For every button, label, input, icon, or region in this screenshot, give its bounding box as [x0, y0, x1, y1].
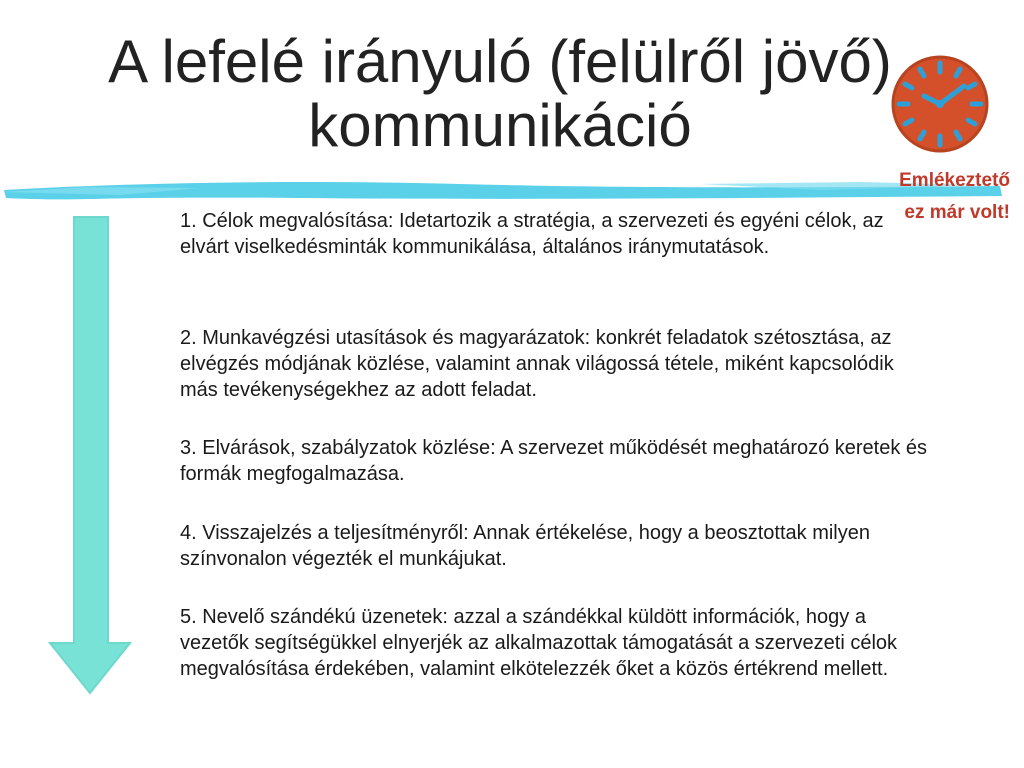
list-item: 5. Nevelő szándékú üzenetek: azzal a szándékkal küldött információk, hogy a vezetők segítségükkel elnyerjék az alkalmazottak támogatását a szervezeti célok megvalósítása érdekében, valamint elkötelezzék őket a közös értékrend mellett. — [180, 606, 898, 680]
reminder-line-1: Emlékeztető — [899, 170, 1010, 191]
list-item: 4. Visszajelzés a teljesítményről: Annak értékelése, hogy a beosztottak milyen színvonalon végezték el munkájukat. — [180, 522, 870, 570]
clock-icon — [888, 52, 992, 156]
down-arrow-icon — [48, 215, 132, 695]
list-item: 1. Célok megvalósítása: Idetartozik a stratégia, a szervezeti és egyéni célok, az elvárt viselkedésminták kommunikálása, általános iránymutatások. — [180, 210, 884, 258]
slide-title — [60, 30, 940, 158]
list-item: 2. Munkavégzési utasítások és magyarázatok: konkrét feladatok szétosztása, az elvégzés módjának közlése, valamint annak világossá tétele, miként kapcsolódik más tevékenységekhez az adott feladat. — [180, 327, 894, 401]
slide-title-line-1: A lefelé irányuló (felülről jövő) — [108, 28, 892, 95]
reminder-line-2: ez már volt! — [904, 202, 1010, 223]
list-item: 3. Elvárások, szabályzatok közlése: A szervezet működését meghatározó keretek és formák megfogalmazása. — [180, 437, 928, 485]
slide-title-line-2: kommunikáció — [308, 92, 692, 159]
